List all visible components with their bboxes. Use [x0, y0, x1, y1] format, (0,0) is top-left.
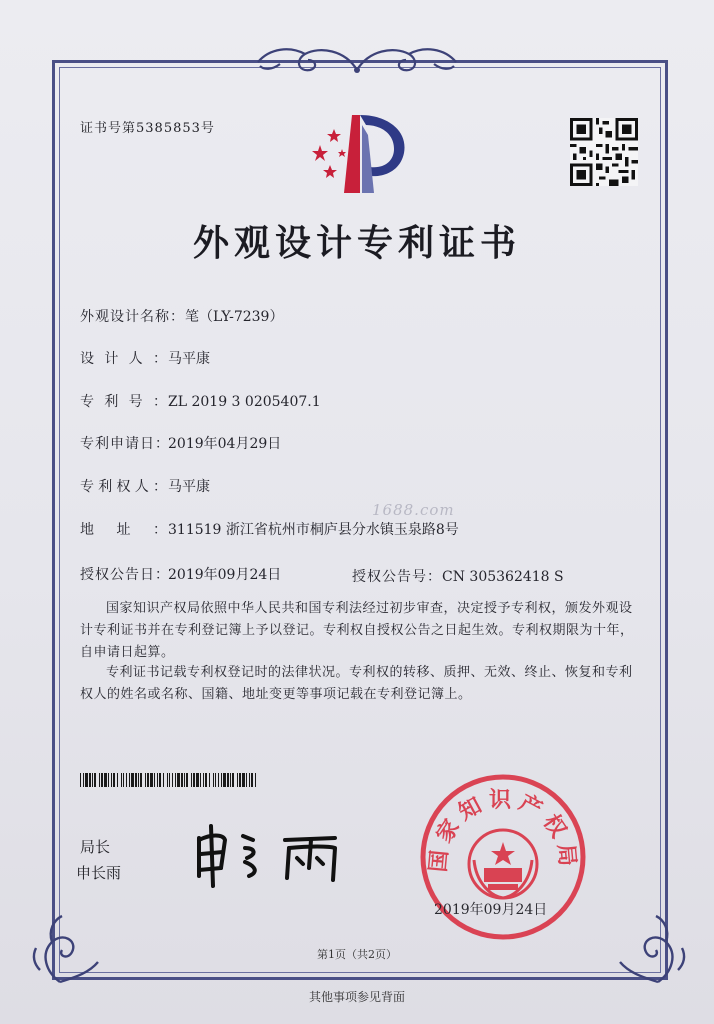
patent-number-row: [80, 391, 321, 411]
grant-date-label: 授权公告日：: [80, 567, 170, 583]
address-value: 311519 浙江省杭州市桐庐县分水镇玉泉路8号: [168, 522, 459, 538]
patentee-value: 马平康: [168, 479, 210, 495]
page-number: 第1页（共2页）: [317, 948, 397, 961]
seal-date: 2019年09月24日: [434, 902, 548, 918]
certificate-title: 外观设计专利证书: [192, 222, 521, 264]
address-label: 地址：: [80, 522, 168, 538]
design-name-label: 外观设计名称：: [80, 309, 185, 325]
filing-date-row: [80, 433, 281, 453]
certificate-number: 证书号第5385853号: [80, 121, 215, 136]
barcode: [80, 773, 260, 787]
filing-date-label: 专利申请日：: [80, 436, 170, 452]
designer-value: 马平康: [168, 351, 210, 367]
address-row: [80, 519, 459, 539]
cnipa-logo-icon: [300, 105, 420, 200]
grant-date-value: 2019年09月24日: [168, 567, 282, 583]
body-paragraph-2: 专利证书记载专利权登记时的法律状况。专利权的转移、质押、无效、终止、恢复和专利权人的姓名或名称、国籍、地址变更等事项记载在专利登记簿上。: [80, 665, 633, 702]
handwritten-signature: [185, 818, 355, 890]
design-name-value: 笔（LY-7239）: [185, 309, 284, 325]
filing-date-value: 2019年04月29日: [168, 436, 282, 452]
patentee-label: 专利权人：: [80, 479, 168, 495]
body-paragraph-1: 国家知识产权局依照中华人民共和国专利法经过初步审查，决定授予专利权，颁发外观设计专利证书并在专利登记簿上予以登记。专利权自授权公告之日起生效。专利权期限为十年，自申请日起算。: [80, 601, 634, 660]
patent-number-label: 专利号：: [80, 394, 168, 410]
director-name: 申长雨: [76, 864, 122, 882]
watermark-text: 1688.com: [372, 501, 455, 519]
director-title: 局长: [80, 838, 111, 856]
patentee-row: [80, 476, 210, 496]
grant-number-value: CN 305362418 S: [442, 569, 564, 585]
design-name-row: [80, 306, 283, 326]
grant-number-row: [352, 566, 564, 586]
qr-code[interactable]: [570, 118, 638, 186]
footer-note: 其他事项参见背面: [308, 990, 405, 1004]
svg-text:国家知识产权局: 国家知识产权局: [425, 787, 581, 874]
top-ornament: [250, 40, 464, 78]
grant-number-label: 授权公告号：: [352, 569, 442, 585]
grant-date-row: [80, 564, 281, 584]
designer-label: 设计人：: [80, 351, 168, 367]
patent-number-value: ZL 2019 3 0205407.1: [168, 394, 321, 410]
designer-row: [80, 348, 210, 368]
